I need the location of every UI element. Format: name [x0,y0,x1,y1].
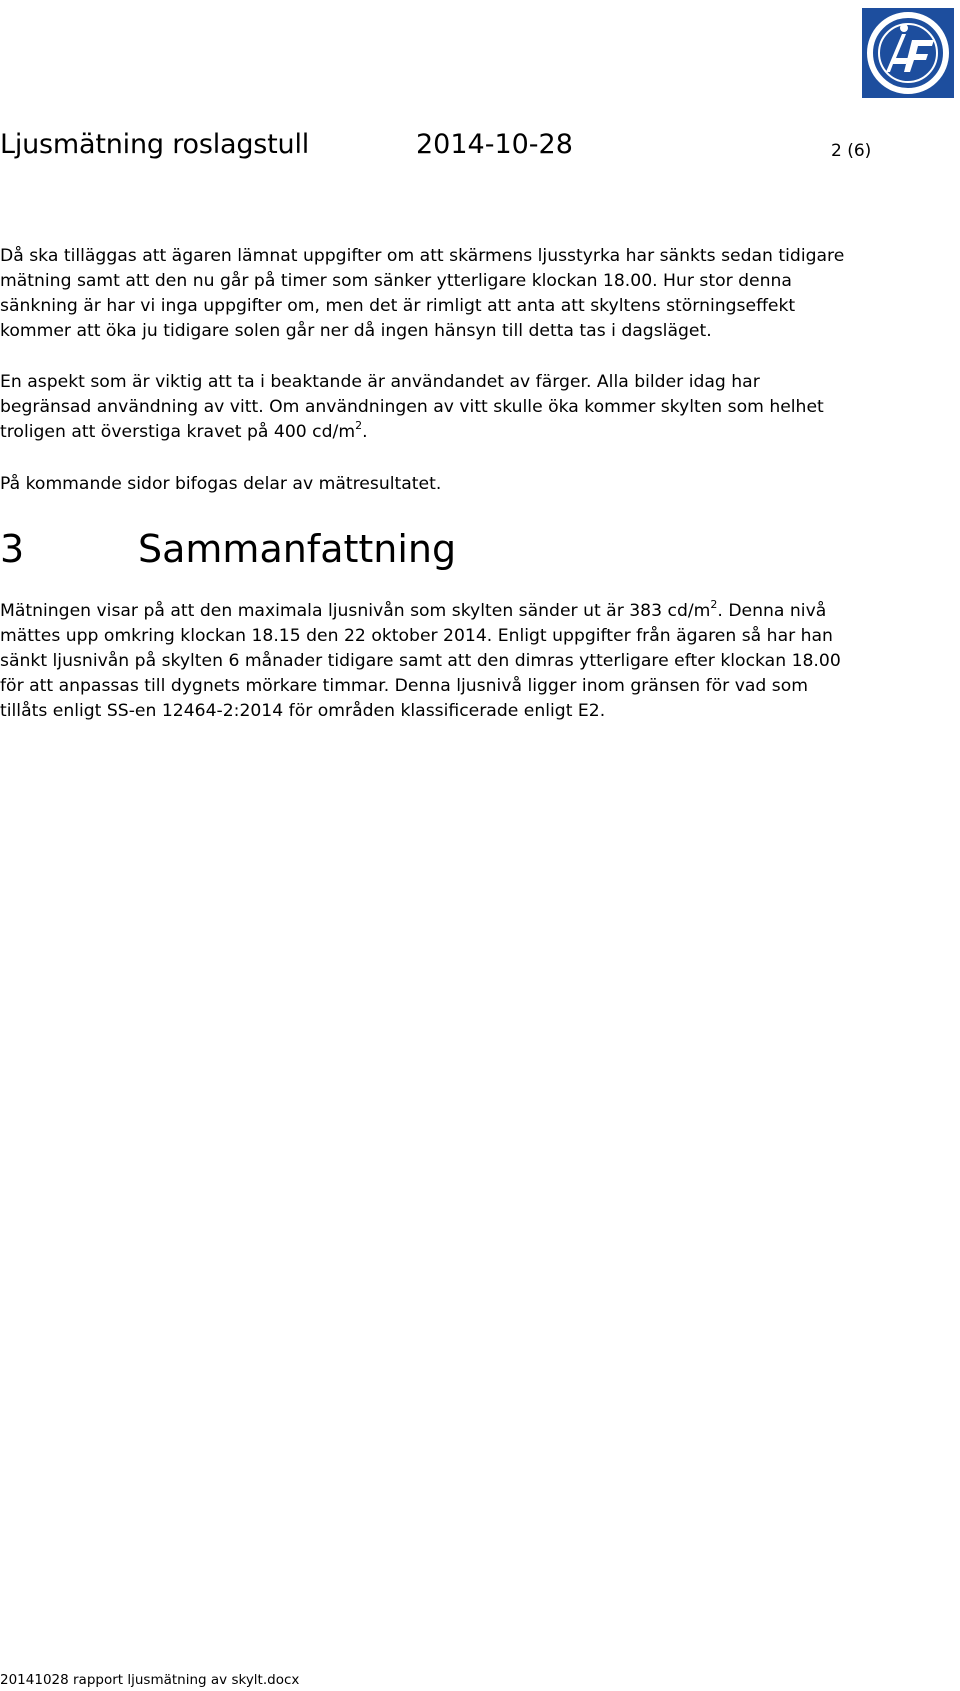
page-number: 2 (6) [831,141,872,161]
paragraph-line [0,599,840,624]
company-logo-seal-icon [862,8,954,98]
company-logo [862,8,954,98]
paragraph-line: sänkning är har vi inga uppgifter om, men det är rimligt att anta att skyltens störningseffekt [0,296,796,316]
document-title: Ljusmätning roslagstull [0,129,310,160]
paragraph-attachments [0,472,840,497]
paragraph-line: för att anpassas till dygnets mörkare timmar. Denna ljusnivå ligger inom gränsen för vad som [0,676,808,696]
paragraph-line: Då ska tilläggas att ägaren lämnat uppgifter om att skärmens ljusstyrka har sänkts sedan tidigare [0,246,845,266]
paragraph-line: begränsad användning av vitt. Om användningen av vitt skulle öka kommer skylten som helhet [0,397,824,417]
superscript: 2 [710,598,718,612]
paragraph-text: troligen att överstiga kravet på 400 cd/m [0,422,356,442]
section-heading [0,524,456,574]
paragraph-line: mättes upp omkring klockan 18.15 den 22 oktober 2014. Enligt uppgifter från ägaren så har han [0,626,833,646]
paragraph-line: På kommande sidor bifogas delar av mätresultatet. [0,474,442,494]
paragraph-line: mätning samt att den nu går på timer som sänker ytterligare klockan 18.00. Hur stor denna [0,271,792,291]
paragraph-line [0,420,840,445]
paragraph-text: . Denna nivå [717,601,827,621]
section-title: Sammanfattning [138,527,457,571]
paragraph-summary [0,599,840,724]
paragraph-text: . [362,422,368,442]
paragraph-line: kommer att öka ju tidigare solen går ner då ingen hänsyn till detta tas i dagsläget. [0,321,712,341]
superscript: 2 [355,419,363,433]
paragraph-colors [0,370,840,445]
section-number: 3 [0,527,25,571]
paragraph-line: En aspekt som är viktig att ta i beaktande är användandet av färger. Alla bilder idag har [0,372,760,392]
document-date: 2014-10-28 [416,129,573,160]
paragraph-line: sänkt ljusnivån på skylten 6 månader tidigare samt att den dimras ytterligare efter klockan 18.00 [0,651,841,671]
paragraph-text: Mätningen visar på att den maximala ljusnivån som skylten sänder ut är 383 cd/m [0,601,711,621]
paragraph-screen-brightness [0,244,845,344]
footer-filename: 20141028 rapport ljusmätning av skylt.docx [0,1672,300,1688]
paragraph-line: tillåts enligt SS-en 12464-2:2014 för områden klassificerade enligt E2. [0,701,606,721]
